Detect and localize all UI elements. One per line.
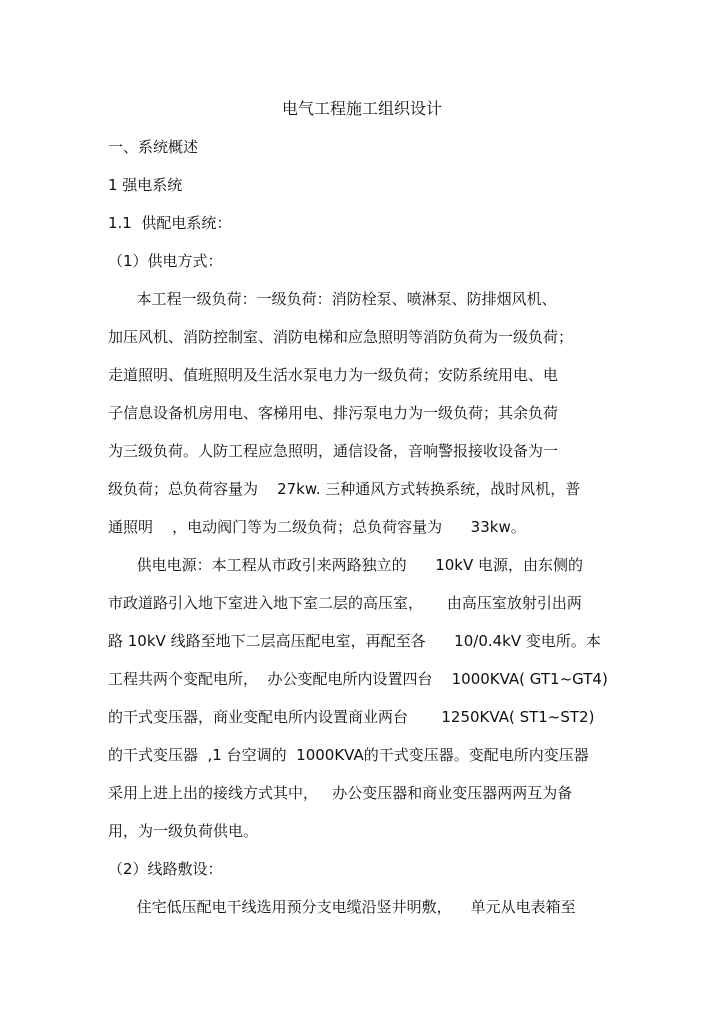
paragraph-line: 本工程一级负荷：一级负荷：消防栓泵、喷淋泵、防排烟风机、 [108,290,557,308]
paragraph-line: 住宅低压配电干线选用预分支电缆沿竖井明敷， 单元从电表箱至 [108,898,576,916]
document-title: 电气工程施工组织设计 [281,99,442,118]
paragraph-line: 子信息设备机房用电、客梯用电、排污泵电力为一级负荷；其余负荷 [108,404,559,422]
item-heading-supply-method: （1）供电方式： [108,252,223,270]
paragraph-line: 用，为一级负荷供电。 [108,822,259,840]
paragraph-line: 级负荷；总负荷容量为 27kw. 三种通风方式转换系统，战时风机，普 [108,480,581,498]
paragraph-line: 市政道路引入地下室进入地下室二层的高压室， 由高压室放射引出两 [108,594,582,612]
paragraph-line: 走道照明、值班照明及生活水泵电力为一级负荷；安防系统用电、电 [108,366,559,384]
paragraph-line: 的干式变压器，商业变配电所内设置商业两台 1250KVA( ST1~ST2) [108,708,595,726]
paragraph-line: 工程共两个变配电所， 办公变配电所内设置四台 1000KVA( GT1~GT4) [108,670,608,688]
paragraph-line: 加压风机、消防控制室、消防电梯和应急照明等消防负荷为一级负荷； [108,328,574,346]
paragraph-line: 通照明 ，电动阀门等为二级负荷；总负荷容量为 33kw。 [108,518,526,536]
item-heading-line-laying: （2）线路敷设： [108,860,223,878]
subsection-heading-strong-current: 1 强电系统 [108,176,183,194]
section-heading-system-overview: 一、系统概述 [108,138,199,156]
paragraph-line: 供电电源：本工程从市政引来两路独立的 10kV 电源，由东侧的 [108,556,584,574]
paragraph-line: 为三级负荷。人防工程应急照明，通信设备，音响警报接收设备为一 [108,442,559,460]
paragraph-line: 的干式变压器 ,1 台空调的 1000KVA的干式变压器。变配电所内变压器 [108,746,589,764]
subsection-heading-power-supply-system: 1.1 供配电系统： [108,214,232,232]
paragraph-line: 采用上进上出的接线方式其中， 办公变压器和商业变压器两两互为备 [108,784,573,802]
paragraph-line: 路 10kV 线路至地下二层高压配电室，再配至各 10/0.4kV 变电所。本 [108,632,601,650]
